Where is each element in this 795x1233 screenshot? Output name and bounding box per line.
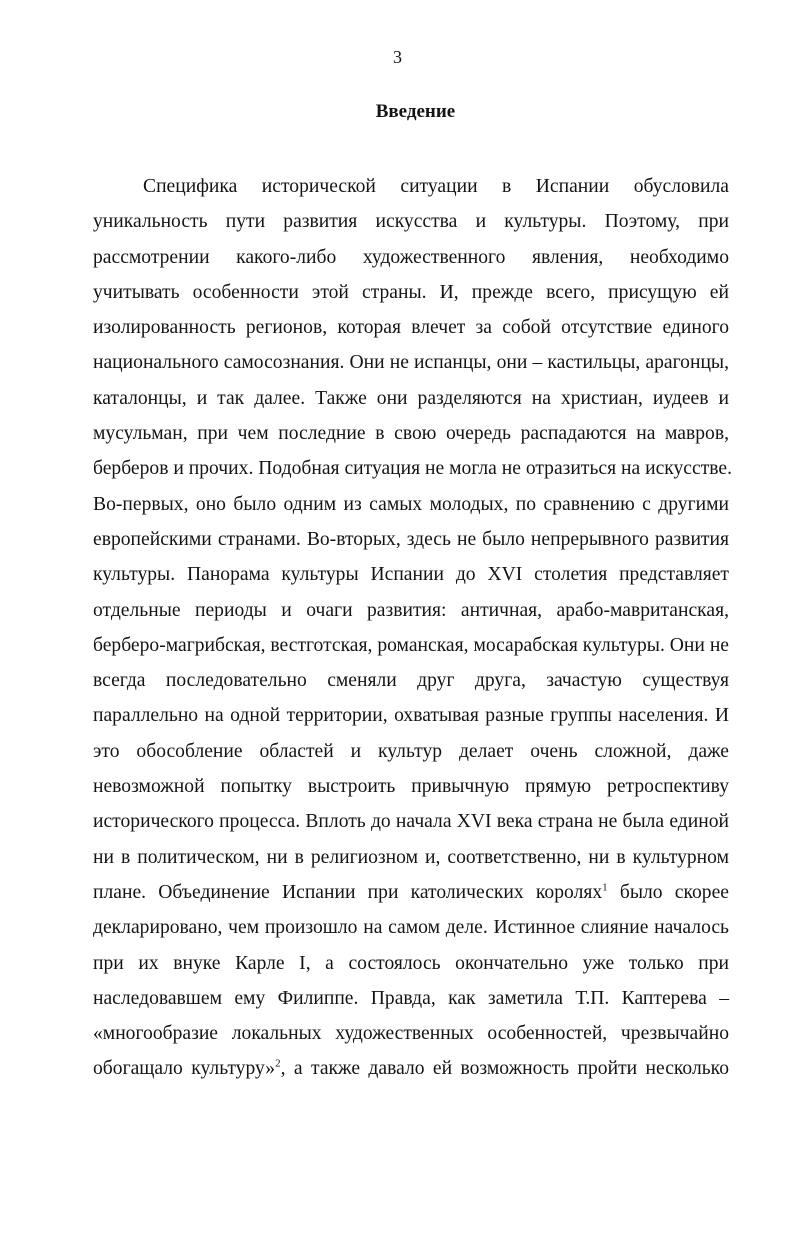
text-line: берберов и прочих. Подобная ситуация не могла не отразиться на искусстве. bbox=[93, 458, 732, 480]
text-line: исторического процесса. Вплоть до начала XVI века страна не была единой bbox=[93, 811, 729, 833]
section-title: Введение bbox=[375, 101, 456, 122]
text-line: европейскими странами. Во-вторых, здесь не было непрерывного развития bbox=[93, 528, 729, 550]
text-line: всегда последовательно сменяли друг друга, зачастую существуя bbox=[93, 670, 729, 692]
footnote-ref-2[interactable]: 2 bbox=[275, 1057, 281, 1070]
text-line: это обособление областей и культур делает очень сложной, даже bbox=[93, 740, 729, 762]
text-fragment: было скорее bbox=[607, 881, 729, 903]
text-line: при их внуке Карле I, а состоялось окончательно уже только при bbox=[93, 952, 729, 974]
text-fragment: , а также давало ей возможность пройти несколько bbox=[280, 1058, 729, 1080]
text-fragment: обогащало культуру» bbox=[93, 1058, 276, 1080]
text-line: Во-первых, оно было одним из самых молодых, по сравнению с другими bbox=[93, 493, 729, 515]
text-line-with-footnote-1 bbox=[93, 875, 729, 910]
text-line: «многообразие локальных художественных особенностей, чрезвычайно bbox=[93, 1023, 729, 1045]
text-line: изолированность регионов, которая влечет за собой отсутствие единого bbox=[93, 317, 729, 339]
text-line: рассмотрении какого-либо художественного явления, необходимо bbox=[93, 246, 729, 268]
text-line: каталонцы, и так далее. Также они разделяются на христиан, иудеев и bbox=[93, 387, 729, 409]
text-line: ни в политическом, ни в религиозном и, соответственно, ни в культурном bbox=[93, 846, 729, 868]
text-line: декларировано, чем произошло на самом деле. Истинное слияние началось bbox=[93, 917, 729, 939]
text-line: отдельные периоды и очаги развития: античная, арабо-мавританская, bbox=[93, 599, 729, 621]
text-line-with-footnote-2 bbox=[93, 1051, 729, 1086]
text-line: невозможной попытку выстроить привычную прямую ретроспективу bbox=[93, 776, 729, 798]
text-line: учитывать особенности этой страны. И, прежде всего, присущую ей bbox=[93, 281, 729, 303]
footnote-ref-1[interactable]: 1 bbox=[602, 881, 608, 894]
text-line: мусульман, при чем последние в свою очередь распадаются на мавров, bbox=[93, 423, 729, 445]
text-fragment: плане. Объединение Испании при католических королях bbox=[93, 881, 603, 903]
text-line: уникальность пути развития искусства и культуры. Поэтому, при bbox=[93, 211, 729, 233]
text-line: культуры. Панорама культуры Испании до XVI столетия представляет bbox=[93, 564, 729, 586]
body-text bbox=[93, 169, 732, 1087]
text-line: национального самосознания. Они не испанцы, они – кастильцы, арагонцы, bbox=[93, 352, 729, 374]
text-line: параллельно на одной территории, охватывая разные группы населения. И bbox=[93, 705, 729, 727]
text-line: Специфика исторической ситуации в Испании обусловила bbox=[143, 176, 729, 197]
page-number: 3 bbox=[393, 47, 402, 67]
text-line: берберо-магрибская, вестготская, романская, мосарабская культуры. Они не bbox=[93, 634, 729, 656]
text-line: наследовавшем ему Филиппе. Правда, как заметила Т.П. Каптерева – bbox=[93, 987, 729, 1009]
